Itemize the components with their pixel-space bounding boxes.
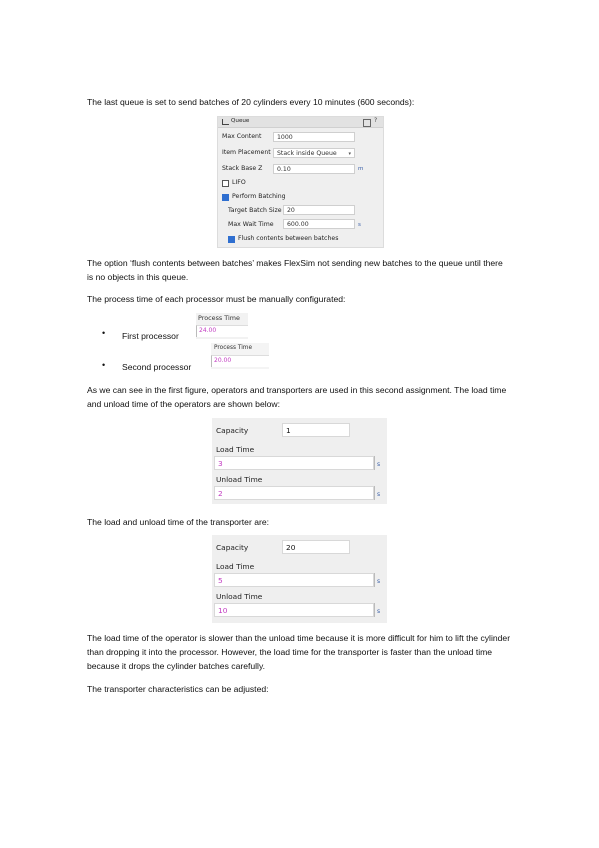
first-process-time-input[interactable]: 24.00 (196, 325, 248, 337)
max-content-label: Max Content (222, 133, 262, 140)
stack-base-unit: m (358, 166, 364, 172)
stack-base-input[interactable]: 0.10 (273, 164, 355, 174)
second-processor-label: Second processor (122, 362, 192, 372)
first-processor-panel (196, 313, 248, 339)
paragraph-flush-explanation: The option ‘flush contents between batches’ makes FlexSim not sending new batches to the queue until there is no objects in this queue. (87, 258, 503, 282)
operator-load-label: Load Time (216, 445, 255, 454)
transporter-capacity-label: Capacity (216, 543, 249, 552)
paragraph-queue-intro: The last queue is set to send batches of 20 cylinders every 10 minutes (600 seconds): (87, 97, 415, 107)
collapse-icon[interactable] (222, 119, 229, 125)
chevron-down-icon: ▾ (348, 151, 351, 157)
operator-load-unit: s (374, 456, 380, 470)
operator-unload-label: Unload Time (216, 475, 263, 484)
transporter-unload-input[interactable]: 10 (214, 603, 374, 617)
second-process-time-input[interactable]: 20.00 (211, 355, 269, 367)
item-placement-value: Stack inside Queue (277, 150, 337, 157)
target-batch-label: Target Batch Size (228, 207, 282, 214)
transporter-load-unit: s (374, 573, 380, 587)
flush-checkbox[interactable] (228, 236, 235, 243)
bullet-second: • (102, 360, 106, 370)
queue-properties-panel (217, 116, 384, 248)
operator-capacity-label: Capacity (216, 426, 249, 435)
paragraph-operators: As we can see in the first figure, operators and transporters are used in this second assignment. The load time and unload time of the operators are shown below: (87, 385, 507, 409)
paragraph-load-explanation: The load time of the operator is slower than the unload time because it is more difficult for him to lift the cylinder than dropping it into the processor. However, the load time for the transporter is faster than the unload time because it drops the cylinder batches carefully. (87, 633, 511, 671)
item-placement-select[interactable] (273, 148, 355, 158)
max-wait-input[interactable]: 600.00 (283, 219, 355, 229)
copy-icon[interactable] (363, 119, 371, 127)
stack-base-label: Stack Base Z (222, 165, 263, 172)
help-icon[interactable]: ? (374, 117, 378, 124)
perform-batching-checkbox[interactable] (222, 194, 229, 201)
paragraph-transporter-characteristics: The transporter characteristics can be adjusted: (87, 684, 269, 694)
operator-unload-input[interactable]: 2 (214, 486, 374, 500)
paragraph-process-time: The process time of each processor must be manually configurated: (87, 294, 346, 304)
operator-unload-unit: s (374, 486, 380, 500)
max-wait-unit: s (358, 222, 361, 228)
transporter-panel (212, 535, 387, 623)
paragraph-transporter-times: The load and unload time of the transporter are: (87, 517, 270, 527)
perform-batching-label: Perform Batching (232, 193, 286, 200)
operator-panel (212, 418, 387, 504)
first-processor-label: First processor (122, 331, 179, 341)
second-process-time-title: Process Time (214, 345, 253, 351)
target-batch-input[interactable]: 20 (283, 205, 355, 215)
item-placement-label: Item Placement (222, 149, 271, 156)
transporter-unload-unit: s (374, 603, 380, 617)
bullet-first: • (102, 328, 106, 338)
lifo-label: LIFO (232, 179, 246, 186)
flush-label: Flush contents between batches (238, 235, 339, 242)
transporter-load-label: Load Time (216, 562, 255, 571)
first-process-time-title: Process Time (198, 314, 240, 322)
operator-load-input[interactable]: 3 (214, 456, 374, 470)
panel-title: Queue (231, 118, 250, 124)
second-processor-panel (211, 343, 269, 369)
operator-capacity-input[interactable]: 1 (282, 423, 350, 437)
max-wait-label: Max Wait Time (228, 221, 274, 228)
transporter-capacity-input[interactable]: 20 (282, 540, 350, 554)
lifo-checkbox[interactable] (222, 180, 229, 187)
panel-header (218, 117, 383, 128)
transporter-load-input[interactable]: 5 (214, 573, 374, 587)
max-content-input[interactable]: 1000 (273, 132, 355, 142)
transporter-unload-label: Unload Time (216, 592, 263, 601)
